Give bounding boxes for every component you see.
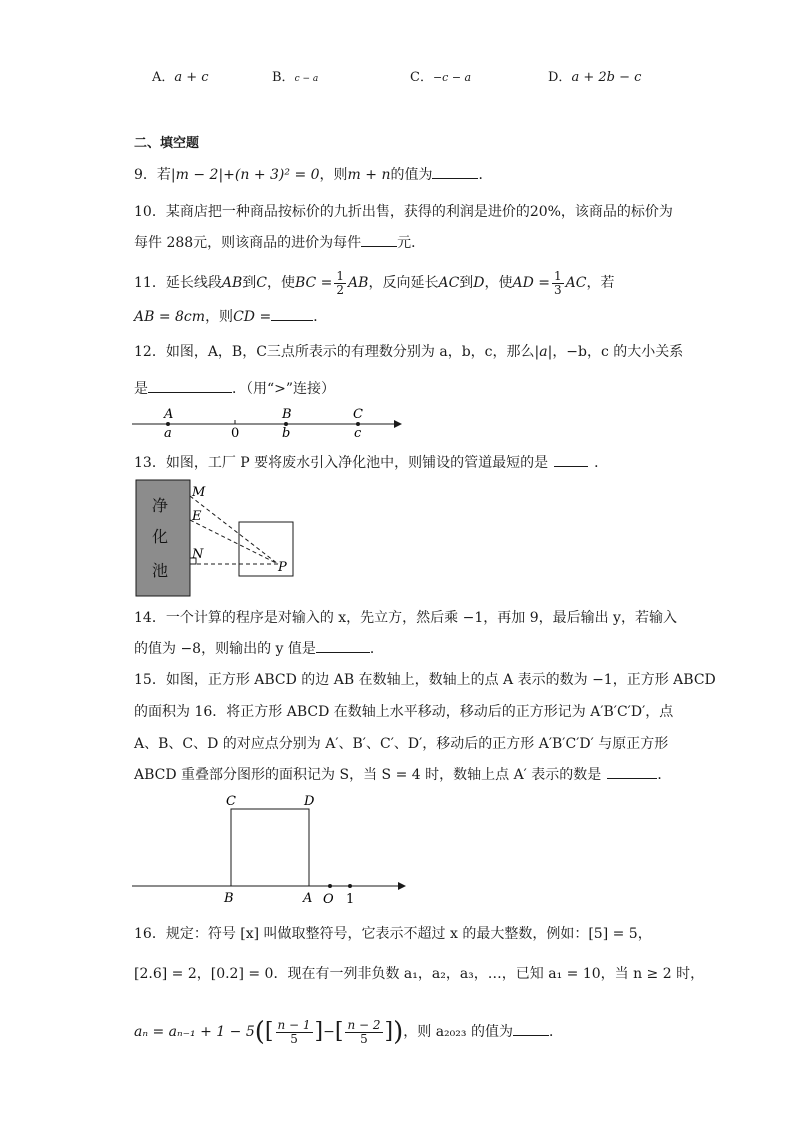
- question-16-line2: [2.6] = 2，[0.2] = 0．现在有一列非负数 a₁，a₂，a₃，…，已知 a₁ = 10，当 n ≥ 2 时，: [134, 966, 705, 982]
- label-O: O: [323, 892, 334, 906]
- label-b: b: [282, 426, 291, 441]
- option-d[interactable]: D．a + 2b − c: [548, 70, 642, 85]
- q13-answer-blank[interactable]: [554, 452, 588, 467]
- option-a[interactable]: A．a + c: [152, 70, 209, 85]
- question-11-line1: 11．延长线段AB到C，使BC = $\frac{1}{2}$ AB，反向延长AC到D，使AD = $\frac{1}{3}$ AC，若: [134, 268, 615, 297]
- question-10-line1: 10．某商店把一种商品按标价的九折出售，获得的利润是进价的20%，该商品的标价为: [134, 204, 673, 220]
- label-M: M: [192, 485, 206, 500]
- question-11-line2: AB = 8cm，则CD = ．: [134, 306, 327, 327]
- label-P: P: [278, 560, 287, 575]
- q9-answer-blank[interactable]: [432, 164, 478, 179]
- q12-answer-blank[interactable]: [148, 378, 232, 393]
- point-one: [348, 884, 352, 888]
- option-b[interactable]: B．c − a: [272, 70, 319, 85]
- question-12-line2: 是 ．（用“>”连接）: [134, 378, 335, 399]
- q12-number-line-figure: [130, 404, 402, 444]
- question-16-line1: 16．规定：符号 [x] 叫做取整符号，它表示不超过 x 的最大整数，例如：[5] = 5，: [134, 926, 652, 942]
- option-a-expr: a + c: [174, 70, 209, 85]
- question-15-line2: 的面积为 16．将正方形 ABCD 在数轴上水平移动，移动后的正方形记为 A′B′C′D′，点: [134, 704, 674, 720]
- axis-arrow-icon: [394, 420, 402, 428]
- q15-answer-blank[interactable]: [607, 764, 657, 779]
- q10-answer-blank[interactable]: [361, 232, 397, 247]
- question-14-line1: 14．一个计算的程序是对输入的 x，先立方，然后乘 −1，再加 9，最后输出 y，若输入: [134, 610, 677, 626]
- axis-arrow-icon: [398, 882, 406, 890]
- question-9: 9．若|m − 2|+(n + 3)² = 0，则m + n的值为 ．: [134, 164, 492, 185]
- q15-square-figure: [130, 790, 410, 906]
- pool-char-1: 净: [152, 496, 169, 515]
- option-b-expr: c − a: [294, 74, 319, 84]
- label-A: A: [303, 891, 313, 906]
- option-d-expr: a + 2b − c: [571, 70, 642, 85]
- label-a: a: [164, 426, 172, 441]
- option-c[interactable]: C．−c − a: [410, 70, 472, 85]
- question-14-line2: 的值为 −8，则输出的 y 值是 ．: [134, 638, 384, 659]
- option-c-expr: −c − a: [432, 71, 472, 84]
- q9-expression: |m − 2|+(n + 3)² = 0: [170, 167, 320, 183]
- label-zero: 0: [231, 426, 240, 441]
- square-abcd: [231, 809, 309, 886]
- fraction-one-third: $\frac{1}{3}$: [554, 268, 562, 297]
- q16-recurrence: aₙ = aₙ₋₁ + 1 − 5: [134, 1024, 255, 1040]
- q11-answer-blank[interactable]: [271, 306, 313, 321]
- pool-char-3: 池: [152, 561, 169, 580]
- label-B: B: [224, 891, 234, 906]
- question-15-line4: ABCD 重叠部分图形的面积记为 S，当 S = 4 时，数轴上点 A′ 表示的数是 ．: [134, 764, 671, 785]
- label-c: c: [354, 426, 362, 441]
- question-12-line1: 12．如图，A，B，C三点所表示的有理数分别为 a，b，c，那么|a|，−b，c 的大小关系: [134, 344, 684, 360]
- label-C: C: [353, 407, 363, 422]
- q13-purification-pool-figure: [132, 478, 304, 600]
- label-A: A: [164, 407, 174, 422]
- label-D: D: [304, 794, 315, 809]
- fraction-one-half: $\frac{1}{2}$: [336, 268, 345, 297]
- question-10-line2: 每件 288元，则该商品的进价为每件 元．: [134, 232, 425, 253]
- question-13: 13．如图，工厂 P 要将废水引入净化池中，则铺设的管道最短的是 ．: [134, 452, 608, 473]
- label-E: E: [192, 509, 202, 524]
- pool-char-2: 化: [152, 527, 169, 546]
- question-15-line3: A、B、C、D 的对应点分别为 A′、B′、C′、D′，移动后的正方形 A′B′C′D′ 与原正方形: [134, 736, 669, 752]
- label-N: N: [192, 547, 204, 562]
- question-15-line1: 15．如图，正方形 ABCD 的边 AB 在数轴上，数轴上的点 A 表示的数为 −1，正方形 ABCD: [134, 672, 716, 688]
- question-16-line3: aₙ = aₙ₋₁ + 1 − 5([ $\frac{n - 1}{5}$ ]−[ $\frac{n - 2}{5}$ ])，则 a₂₀₂₃ 的值为 ．: [134, 1017, 563, 1047]
- label-C: C: [226, 794, 236, 809]
- q16-answer-blank[interactable]: [513, 1021, 549, 1036]
- point-o: [328, 884, 332, 888]
- section-title: 二、填空题: [134, 136, 200, 151]
- label-B: B: [282, 407, 292, 422]
- q14-answer-blank[interactable]: [316, 638, 370, 653]
- label-one: 1: [346, 892, 355, 906]
